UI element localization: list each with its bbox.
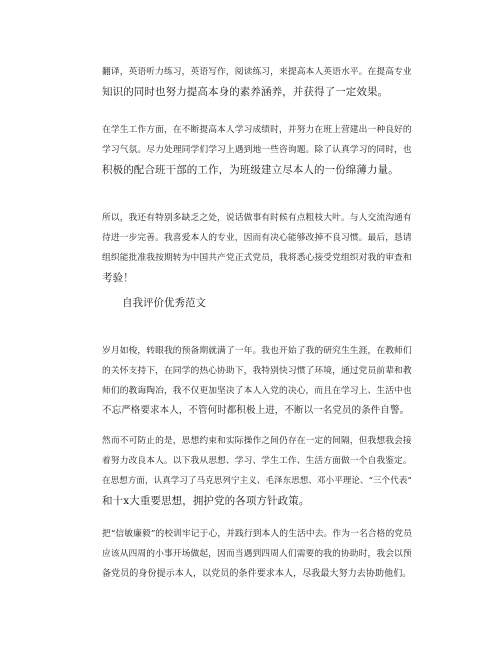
paragraph-school-motto: [102, 524, 412, 584]
text-line: 在思想方面，认真学习了马克思列宁主义、毛泽东思想、邓小平理论、“三个代表”: [102, 476, 412, 486]
text-line: 知识的同时也努力提高本身的素养涵养，并获得了一定效果。: [102, 86, 389, 98]
section-heading: 自我评价优秀范文: [122, 297, 206, 309]
text-line: 待进一步完善。我喜爱本人的专业，因而有决心能够改掉不良习惯。最后，恳请: [102, 233, 412, 243]
text-line: 着努力改良本人。以下我从思想、学习、学生工作、生活方面做一个自我鉴定。: [102, 456, 412, 466]
text-line: 和十x大重要思想，拥护党的各项方针政策。: [102, 495, 310, 507]
text-line: 学习气氛。尽力处理同学们学习上遇到地一些咨询题。除了认真学习的同时，也: [102, 145, 412, 155]
text-line: 组织能批准我按期转为中国共产党正式党员，我将悉心接受党组织对我的审查和: [102, 253, 412, 263]
paragraph-probation-year: [102, 341, 412, 421]
text-line: 所以，我还有特别多缺乏之处，说话做事有时候有点粗枝大叶。与人交流沟通有: [102, 213, 412, 223]
text-line: 然而不可防止的是，思想约束和实际操作之间仍存在一定的间隔，但我想我会接: [102, 436, 412, 446]
text-line: 应该从四周的小事开场做起，因而当遇到四周人们需要的我的协助时，我会以预: [102, 549, 412, 559]
text-line: 师们的教诲陶冶，我不仅更加坚决了本人入党的决心，而且在学习上、生活中也: [102, 386, 412, 396]
paragraph-shortcomings: [102, 208, 412, 288]
text-line: 岁月如梭，转眼我的预备期就满了一年。我也开始了我的研究生生涯，在教师们: [102, 346, 412, 356]
paragraph-english-study: [102, 62, 412, 102]
text-line: 的关怀支持下，在同学的热心协助下，我特别快习惯了环境，通过党员前辈和教: [102, 366, 412, 376]
text-line: 考验！: [102, 272, 134, 284]
text-line: 把“信敏廉毅”的校训牢记于心，并践行到本人的生活中去。作为一名合格的党员: [102, 529, 412, 539]
text-line: 翻译，英语听力练习，英语写作，阅读练习，来提高本人英语水平。在提高专业: [102, 67, 412, 77]
text-line: 积极的配合班干部的工作，为班级建立尽本人的一份绵薄力量。: [102, 164, 399, 176]
text-line: 不忘严格要求本人，不管何时都积极上进，不断以一名党员的条件自警。: [102, 405, 410, 416]
paragraph-student-work: [102, 120, 412, 180]
paragraph-self-assessment: [102, 431, 412, 511]
text-line: 在学生工作方面，在不断提高本人学习成绩时，并努力在班上营建出一种良好的: [102, 125, 412, 135]
text-line: 备党员的身份提示本人，以党员的条件要求本人，尽我最大努力去协助他们。: [102, 569, 412, 579]
